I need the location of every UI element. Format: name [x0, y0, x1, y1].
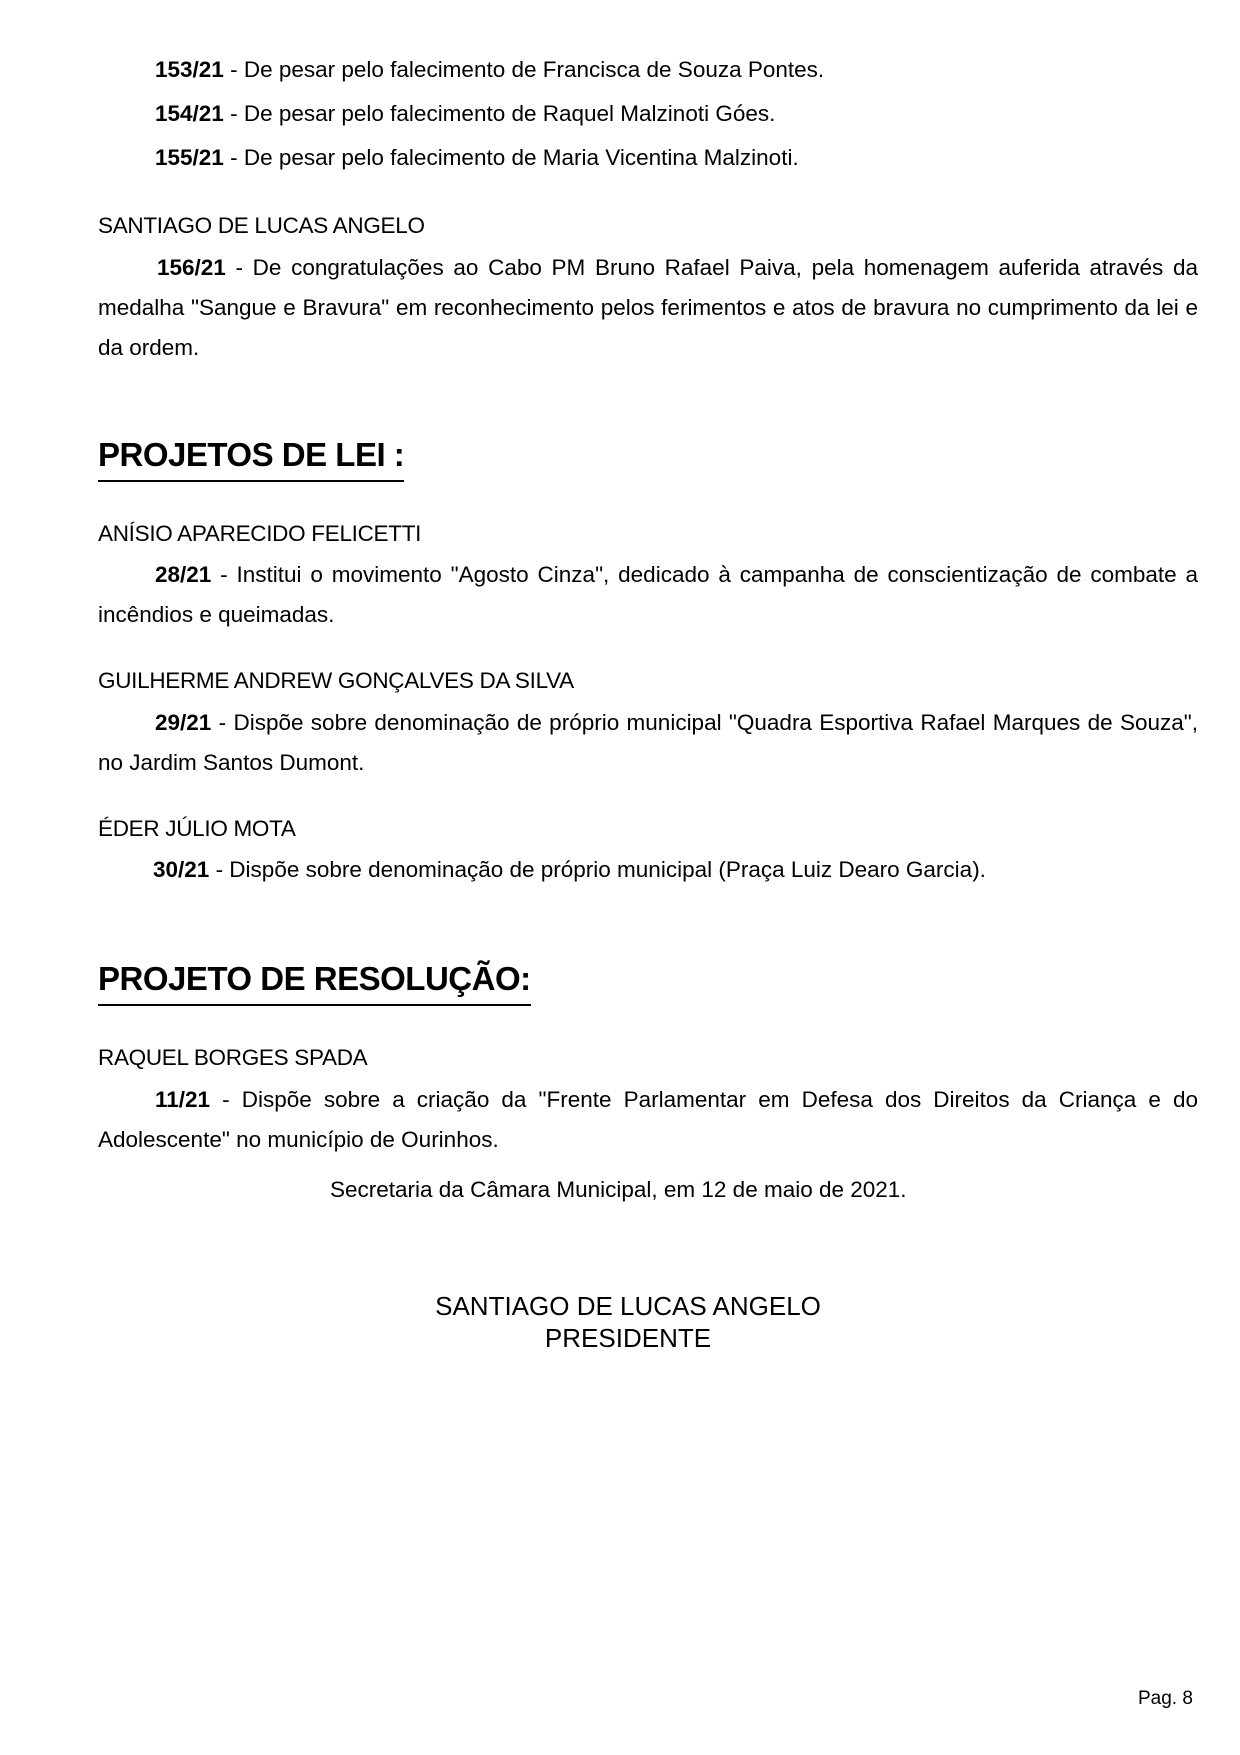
motion-155: [98, 138, 1240, 178]
bill-28: [98, 555, 1198, 635]
motion-156: [98, 248, 1198, 368]
motion-number: 156/21: [157, 255, 226, 280]
author-guilherme: GUILHERME ANDREW GONÇALVES DA SILVA: [98, 668, 574, 693]
signature-title: PRESIDENTE: [544, 1323, 712, 1353]
page-number: Pag. 8: [1138, 1688, 1193, 1709]
motion-text: - De pesar pelo falecimento de Maria Vicentina Malzinoti.: [223, 145, 799, 170]
bill-text: - Dispõe sobre denominação de próprio municipal (Praça Luiz Dearo Garcia).: [209, 857, 986, 882]
bill-text: - Institui o movimento "Agosto Cinza", dedicado à campanha de conscientização de combate a incêndios e queimadas.: [98, 562, 1198, 627]
bill-30: [98, 850, 1198, 890]
section-heading-projetos-lei: PROJETOS DE LEI :: [98, 436, 404, 482]
author-eder: ÉDER JÚLIO MOTA: [98, 816, 296, 841]
author-raquel: RAQUEL BORGES SPADA: [98, 1045, 368, 1070]
bill-number: 29/21: [155, 710, 212, 735]
motion-number: 154/21: [155, 101, 224, 126]
signature-name: SANTIAGO DE LUCAS ANGELO: [435, 1291, 821, 1321]
bill-text: - Dispõe sobre denominação de próprio municipal "Quadra Esportiva Rafael Marques de Souza", no Jardim Santos Dumont.: [98, 710, 1198, 775]
section-heading-projeto-resolucao: PROJETO DE RESOLUÇÃO:: [98, 960, 531, 1006]
bill-number: 30/21: [153, 857, 210, 882]
author-santiago: SANTIAGO DE LUCAS ANGELO: [98, 213, 425, 238]
motion-number: 153/21: [155, 57, 224, 82]
bill-29: [98, 703, 1198, 783]
bill-number: 28/21: [155, 562, 212, 587]
motion-number: 155/21: [155, 145, 224, 170]
motion-154: [98, 94, 1240, 134]
resolution-number: 11/21: [155, 1087, 211, 1112]
motion-153: [98, 50, 1240, 90]
motion-text: - De congratulações ao Cabo PM Bruno Rafael Paiva, pela homenagem auferida através da medalha "Sangue e Bravura" em reconhecimento pelos ferimentos e atos de bravura no cumprimento da lei e da ordem.: [98, 255, 1198, 360]
resolution-text: - Dispõe sobre a criação da "Frente Parlamentar em Defesa dos Direitos da Criança e do Adolescente" no município de Ourinhos.: [98, 1087, 1198, 1152]
author-anisio: ANÍSIO APARECIDO FELICETTI: [98, 521, 422, 546]
resolution-11: [98, 1080, 1198, 1160]
motion-text: - De pesar pelo falecimento de Francisca de Souza Pontes.: [223, 57, 825, 82]
signature-block: [98, 1290, 1198, 1354]
closing-line: Secretaria da Câmara Municipal, em 12 de maio de 2021.: [330, 1177, 907, 1202]
motion-text: - De pesar pelo falecimento de Raquel Malzinoti Góes.: [223, 101, 776, 126]
